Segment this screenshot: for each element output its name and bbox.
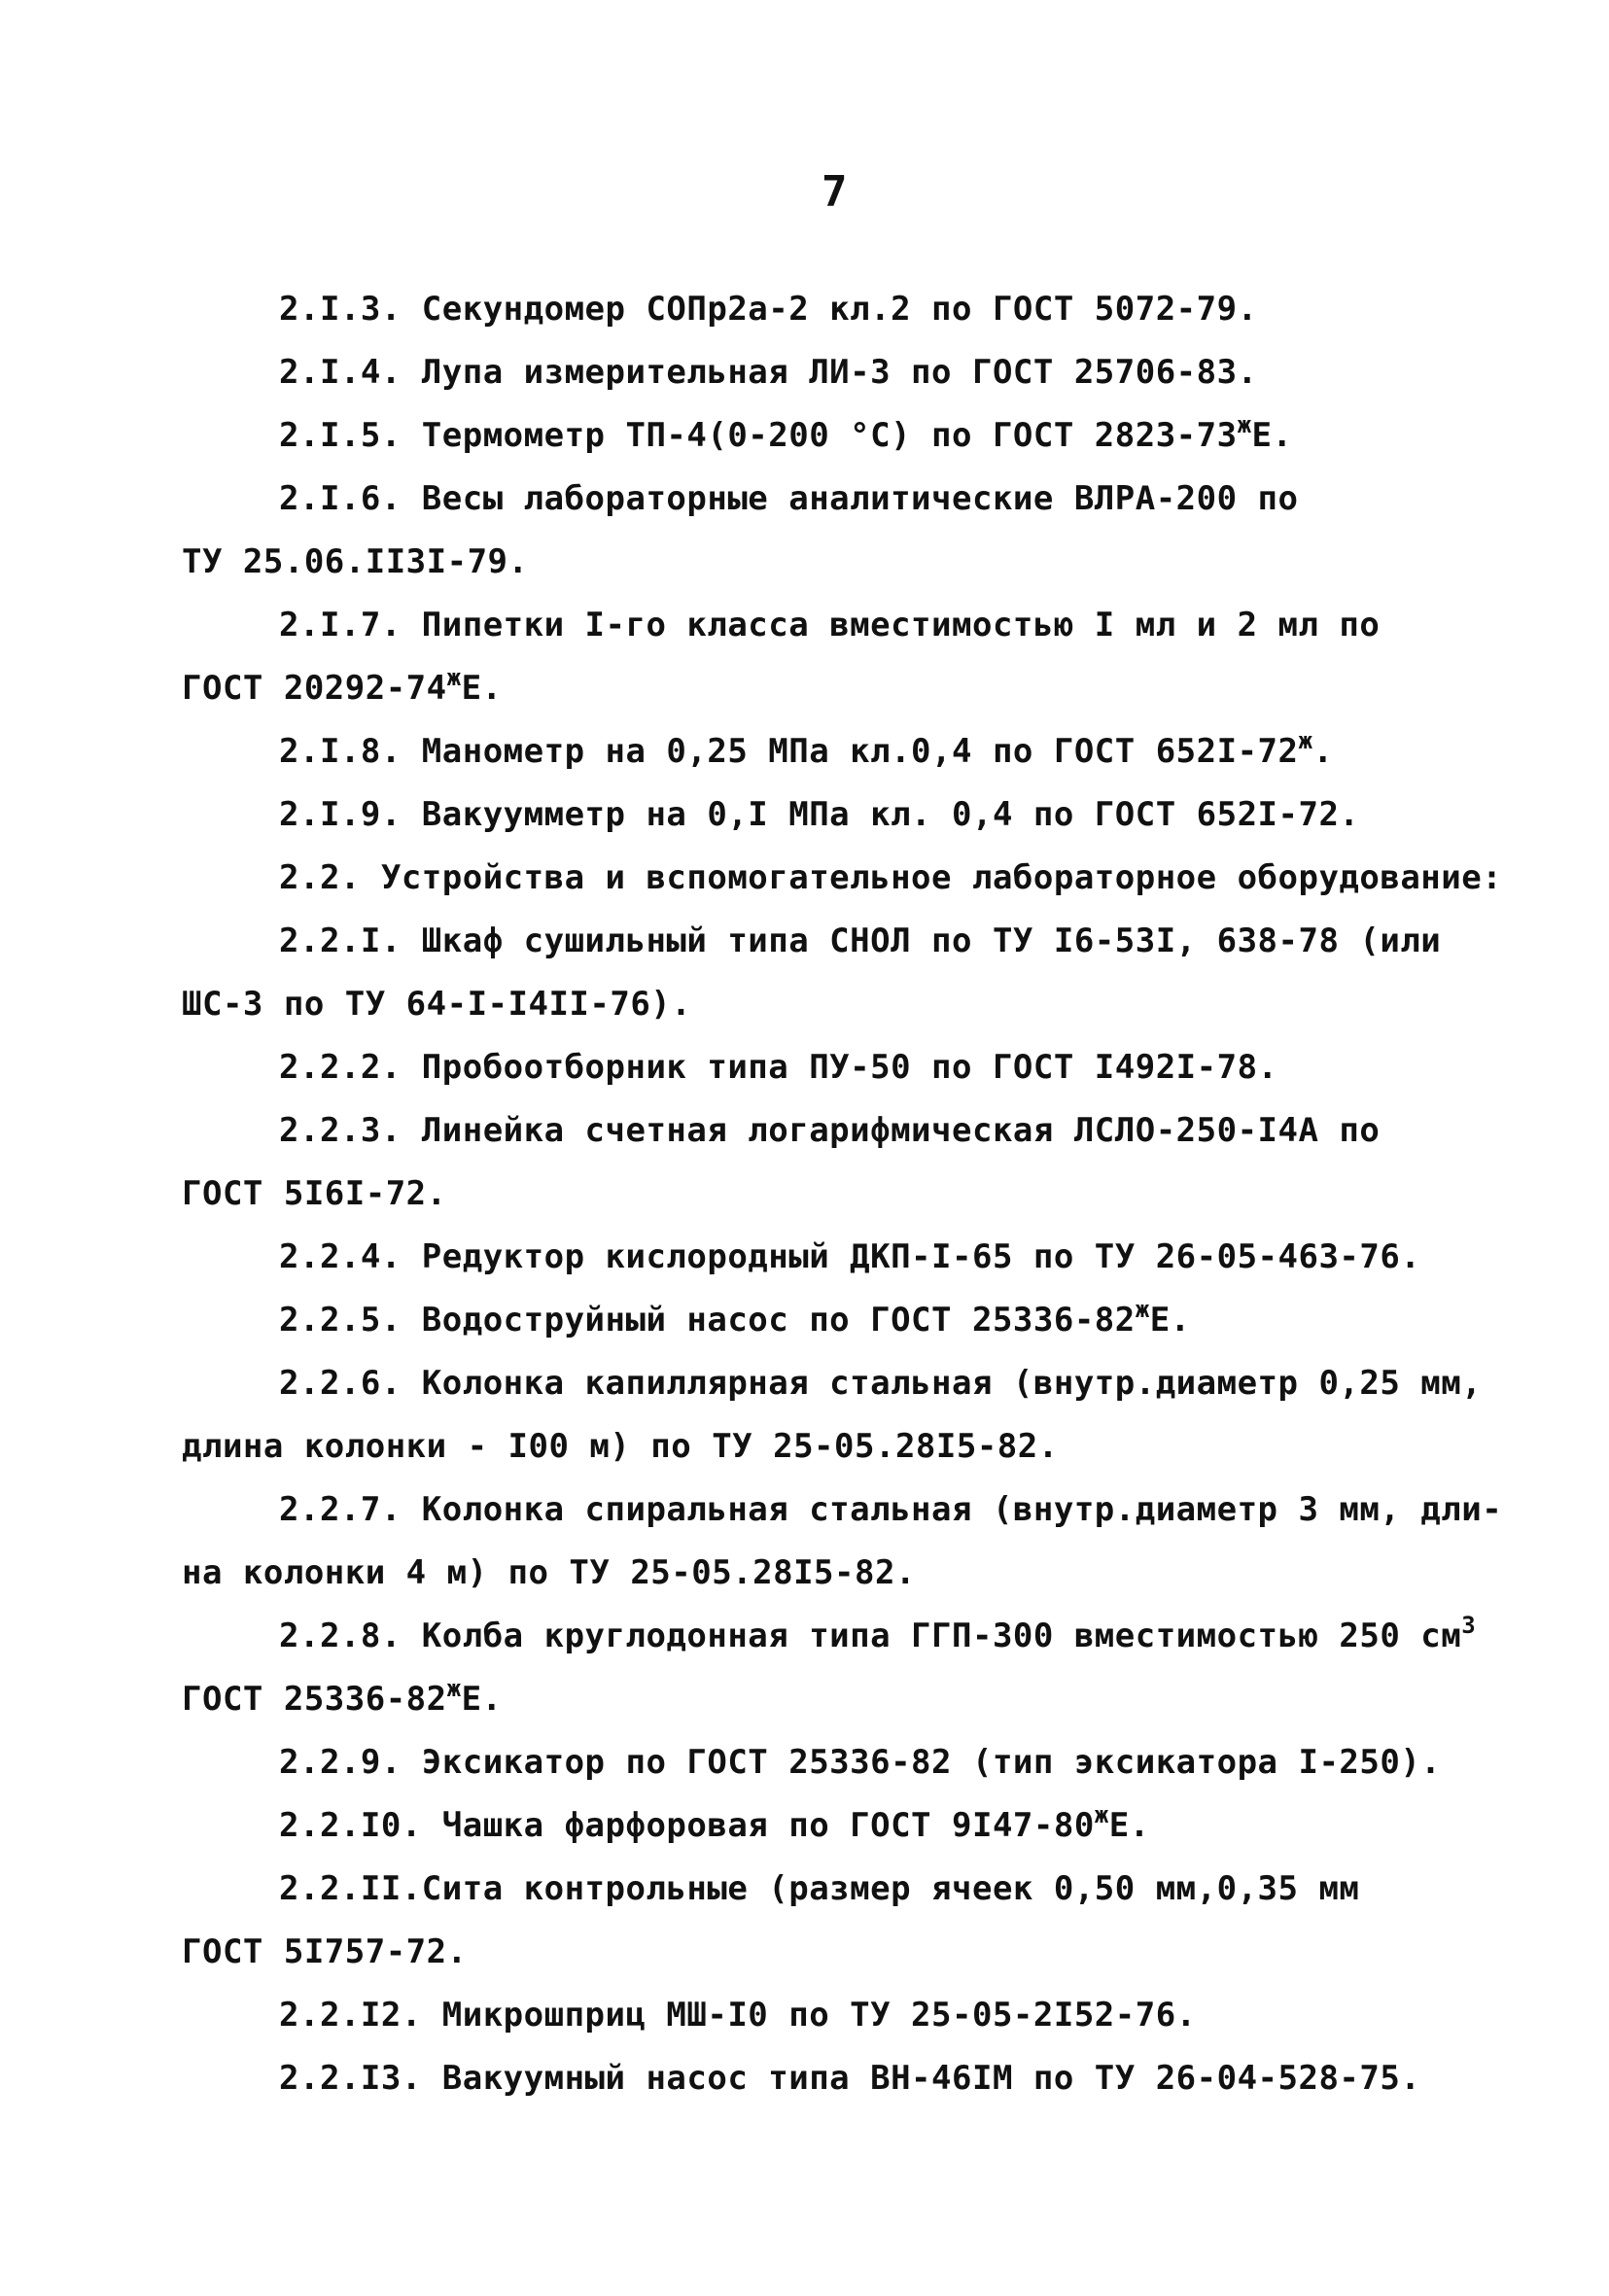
list-item: 2.I.9. Вакуумметр на 0,I МПа кл. 0,4 по ГОСТ 652I-72. bbox=[279, 795, 1360, 834]
list-item: 2.2.9. Эксикатор по ГОСТ 25336-82 (тип эксикатора I-250). bbox=[279, 1743, 1442, 1782]
list-item: ШС-3 по ТУ 64-I-I4II-76). bbox=[182, 985, 692, 1024]
list-item: 2.2.2. Пробоотборник типа ПУ-50 по ГОСТ I492I-78. bbox=[279, 1048, 1278, 1087]
list-item: 2.2.II.Сита контрольные (размер ячеек 0,50 мм,0,35 мм bbox=[279, 1869, 1360, 1908]
list-item: 2.2.I0. Чашка фарфоровая по ГОСТ $9I47-80^жЕ$. bbox=[279, 1801, 1150, 1845]
superscript: ж bbox=[446, 1675, 462, 1702]
list-item: 2.2.3. Линейка счетная логарифмическая ЛСЛО-250-I4А по bbox=[279, 1111, 1381, 1150]
list-item: 2.I.3. Секундомер СОПр2а-2 кл.2 по ГОСТ 5072-79. bbox=[279, 290, 1258, 329]
list-item: ГОСТ $25336-82^жЕ$. bbox=[182, 1675, 503, 1719]
list-item: ТУ 25.06.II3I-79. bbox=[182, 542, 529, 581]
list-item: на колонки 4 м) по ТУ 25-05.28I5-82. bbox=[182, 1553, 916, 1592]
superscript: 3 bbox=[1461, 1612, 1477, 1639]
section-heading: 2.2. Устройства и вспомогательное лабораторное оборудование: bbox=[279, 858, 1503, 897]
list-item: 2.I.5. Термометр ТП-4(0-200 °С) по ГОСТ $2823-73^жЕ$. bbox=[279, 411, 1293, 455]
list-item: ГОСТ 5I6I-72. bbox=[182, 1174, 447, 1213]
list-item: ГОСТ $20292-74^жЕ$. bbox=[182, 664, 503, 708]
list-item: ГОСТ 5I757-72. bbox=[182, 1932, 468, 1971]
list-item: 2.2.5. Водоструйный насос по ГОСТ $25336-82^жЕ$. bbox=[279, 1296, 1191, 1339]
superscript: ж bbox=[1237, 411, 1252, 438]
list-item: 2.2.4. Редуктор кислородный ДКП-I-65 по ТУ 26-05-463-76. bbox=[279, 1237, 1421, 1276]
superscript: ж bbox=[1135, 1296, 1150, 1323]
list-item: длина колонки - I00 м) по ТУ 25-05.28I5-82. bbox=[182, 1427, 1059, 1466]
list-item: 2.2.7. Колонка спиральная стальная (внутр.диаметр 3 мм, дли- bbox=[279, 1490, 1503, 1529]
list-item: 2.I.4. Лупа измерительная ЛИ-3 по ГОСТ 25706-83. bbox=[279, 353, 1258, 392]
list-item: 2.2.6. Колонка капиллярная стальная (внутр.диаметр 0,25 мм, bbox=[279, 1364, 1483, 1403]
list-item: 2.2.I. Шкаф сушильный типа СНОЛ по ТУ I6-53I, 638-78 (или bbox=[279, 922, 1442, 960]
list-item: 2.2.I2. Микрошприц МШ-I0 по ТУ 25-05-2I52-76. bbox=[279, 1996, 1197, 2035]
superscript: ж bbox=[446, 664, 462, 691]
superscript: ж bbox=[1298, 727, 1313, 754]
list-item: 2.I.7. Пипетки I-го класса вместимостью I мл и 2 мл по bbox=[279, 606, 1381, 644]
list-item: 2.2.8. Колба круглодонная типа ГГП-300 вместимостью 250 $см^3$ bbox=[279, 1612, 1477, 1655]
list-item: 2.I.8. Манометр на 0,25 МПа кл.0,4 по ГОСТ $652I-72^ж$. bbox=[279, 727, 1334, 771]
list-item: 2.2.I3. Вакуумный насос типа ВН-46IМ по ТУ 26-04-528-75. bbox=[279, 2059, 1421, 2098]
superscript: ж bbox=[1094, 1801, 1109, 1828]
list-item: 2.I.6. Весы лабораторные аналитические ВЛРА-200 по bbox=[279, 479, 1299, 518]
page-number: 7 bbox=[822, 167, 848, 217]
